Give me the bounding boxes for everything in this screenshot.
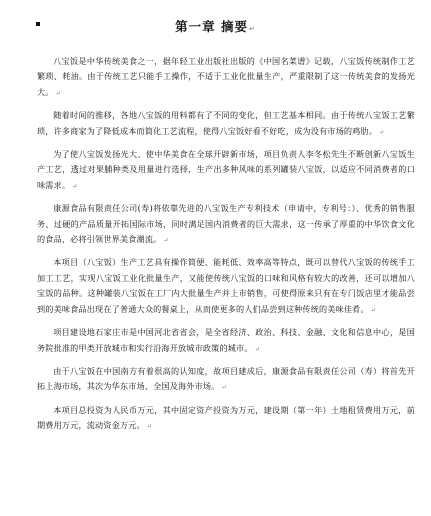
- paragraph-mark-icon: ↵: [254, 345, 260, 353]
- paragraph-mark-icon: ↵: [221, 384, 227, 392]
- paragraph-text: 康源食品有限责任公司(寿)将依靠先进的八宝饭生产专利技术（申请中，专利号：）、优秀的销售服务、过硬的产品质量开拓国际市场，同时满足国内消费者的巨大需求，这一传承了厚重的中华饮食文化的食品，必将引领世界美食潮流。: [37, 203, 415, 245]
- paragraph-text: 八宝饭是中华传统美食之一，据年轻工业出版社出版的《中国名菜谱》记载，八宝饭传统制作工艺繁琐、耗油。由于传统工艺只能手工操作，不适于工业化批量生产，严重限制了这一传统美食的发扬光大。: [37, 56, 415, 97]
- paragraph-mark-icon: ↵: [55, 89, 61, 97]
- paragraph-text: 为了使八宝饭发扬光大、使中华美食在全球开辟新市场，项目负责人李冬松先生不断创新八宝饭生产工艺，透过对果脯种类及用量进行选择，生产出多种风味的系列罐装八宝饭，以适应不同消费者的口味需求。: [37, 149, 415, 190]
- paragraph-3: [37, 147, 415, 194]
- paragraph-mark-icon: ↵: [163, 237, 169, 245]
- paragraph-6: [37, 325, 415, 357]
- chapter-title-text: 第一章 摘要: [175, 19, 248, 34]
- document-body: [37, 54, 415, 442]
- paragraph-8: [37, 403, 415, 435]
- paragraph-7: [37, 364, 415, 396]
- paragraph-5: [37, 255, 415, 318]
- paragraph-mark-icon: ↵: [72, 182, 78, 190]
- paragraph-mark-icon: ↵: [146, 423, 153, 431]
- paragraph-2: [37, 108, 415, 140]
- paragraph-text: 项目建设地石家庄市是中国河北省省会，是全省经济、政治、科技、金融、文化和信息中心，是国务院批准的甲类开放城市和实行沿海开放城市政策的城市。: [37, 327, 415, 353]
- paragraph-text: 由于八宝饭在中国南方有着很高的认知度，故项目建成后，康源食品有限责任公司（寿）将首先开拓上海市场，其次为华东市场、全国及海外市场。: [37, 365, 415, 392]
- paragraph-1: [37, 54, 415, 101]
- paragraph-text: 随着时间的推移，各地八宝饭的用料都有了不同的变化，但工艺基本相同。由于传统八宝饭工艺繁琐，许多商家为了降低成本而简化工艺流程，使得八宝饭好看不好吃，成为没有市场的鸡肋。: [37, 110, 415, 136]
- paragraph-mark-icon: ↵: [379, 128, 385, 136]
- chapter-title: [0, 17, 431, 35]
- paragraph-4: [37, 201, 415, 248]
- paragraph-text: 本项目（八宝饭）生产工艺具有操作简便、能耗低、效率高等特点，既可以替代八宝饭的传统手工加工工艺，实现八宝饭工业化批量生产，又能使传统八宝饭的口味和风格有较大的改善，还可以增加八宝饭的品种。这种罐装八宝饭在工厂内大批量生产并上市销售，可使得原来只有在专门饭店里才能品尝到的美味食品出现在了普通大众的餐桌上，从而使更多的人们品尝到这种传统的美味佳肴。: [37, 257, 415, 314]
- paragraph-mark-icon: ↵: [370, 306, 376, 314]
- paragraph-mark-icon: ↵: [248, 25, 256, 33]
- paragraph-text: 本项目总投资为人民币万元，其中固定资产投资为万元，建设期（第一年）土地租赁费用万元，前期费用万元，流动资金万元。: [37, 404, 415, 431]
